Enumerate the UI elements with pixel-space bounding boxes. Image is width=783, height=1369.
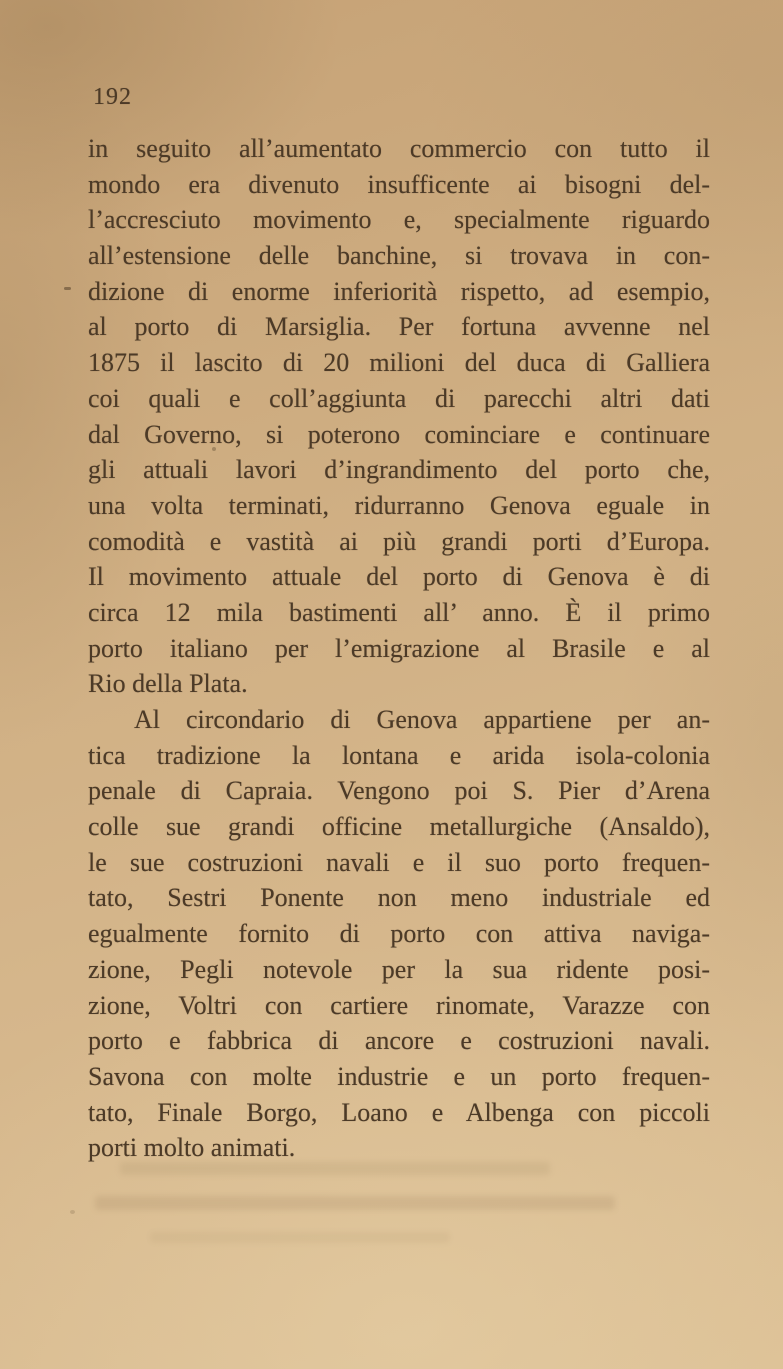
text-line: dizione di enorme inferiorità rispetto, ad esempio, <box>88 276 710 306</box>
text-line: tato, Sestri Ponente non meno industriale ed <box>88 883 710 913</box>
text-line: al porto di Marsiglia. Per fortuna avvenne nel <box>88 312 710 342</box>
text-line: zione, Voltri con cartiere rinomate, Varazze con <box>88 990 710 1020</box>
text-line: comodità e vastità ai più grandi porti d’Europa. <box>88 526 710 556</box>
show-through-smudge <box>95 1196 615 1210</box>
text-line: Savona con molte industrie e un porto frequen- <box>88 1061 710 1091</box>
text-line: egualmente fornito di porto con attiva naviga- <box>88 919 710 949</box>
text-line: zione, Pegli notevole per la sua ridente posi- <box>88 954 710 984</box>
text-line: all’estensione delle banchine, si trovava in con- <box>88 241 710 271</box>
text-line: l’accresciuto movimento e, specialmente riguardo <box>88 205 710 235</box>
text-line: una volta terminati, ridurranno Genova eguale in <box>88 490 710 520</box>
text-line: porti molto animati. <box>88 1133 296 1163</box>
body-text <box>88 131 710 1166</box>
text-line: in seguito all’aumentato commercio con tutto il <box>88 134 710 163</box>
margin-ink-mark <box>64 287 71 290</box>
paragraph-1 <box>88 131 710 702</box>
text-line: Rio della Plata. <box>88 669 248 699</box>
paragraph-2 <box>88 702 710 1166</box>
text-line: Il movimento attuale del porto di Genova è di <box>88 562 710 592</box>
text-line: circa 12 mila bastimenti all’ anno. È il primo <box>88 597 710 627</box>
page-number: 192 <box>93 84 132 110</box>
show-through-smudge <box>120 1162 550 1175</box>
text-line: gli attuali lavori d’ingrandimento del porto che, <box>88 455 710 485</box>
text-line: tica tradizione la lontana e arida isola-colonia <box>88 740 710 770</box>
text-line: Al circondario di Genova appartiene per an- <box>134 705 710 734</box>
show-through-smudge <box>150 1232 450 1243</box>
text-line: coi quali e coll’aggiunta di parecchi altri dati <box>88 383 710 413</box>
text-line: dal Governo, si poterono cominciare e continuare <box>88 419 710 449</box>
text-line: le sue costruzioni navali e il suo porto frequen- <box>88 847 710 877</box>
text-line: porto italiano per l’emigrazione al Brasile e al <box>88 633 710 663</box>
paper-speck <box>70 1210 75 1214</box>
text-line: colle sue grandi officine metallurgiche (Ansaldo), <box>88 812 710 842</box>
text-line: penale di Capraia. Vengono poi S. Pier d’Arena <box>88 776 710 806</box>
text-line: 1875 il lascito di 20 milioni del duca di Galliera <box>88 348 710 378</box>
text-line: mondo era divenuto insufficente ai bisogni del- <box>88 169 710 199</box>
text-line: porto e fabbrica di ancore e costruzioni navali. <box>88 1026 710 1056</box>
text-line: tato, Finale Borgo, Loano e Albenga con piccoli <box>88 1097 710 1127</box>
